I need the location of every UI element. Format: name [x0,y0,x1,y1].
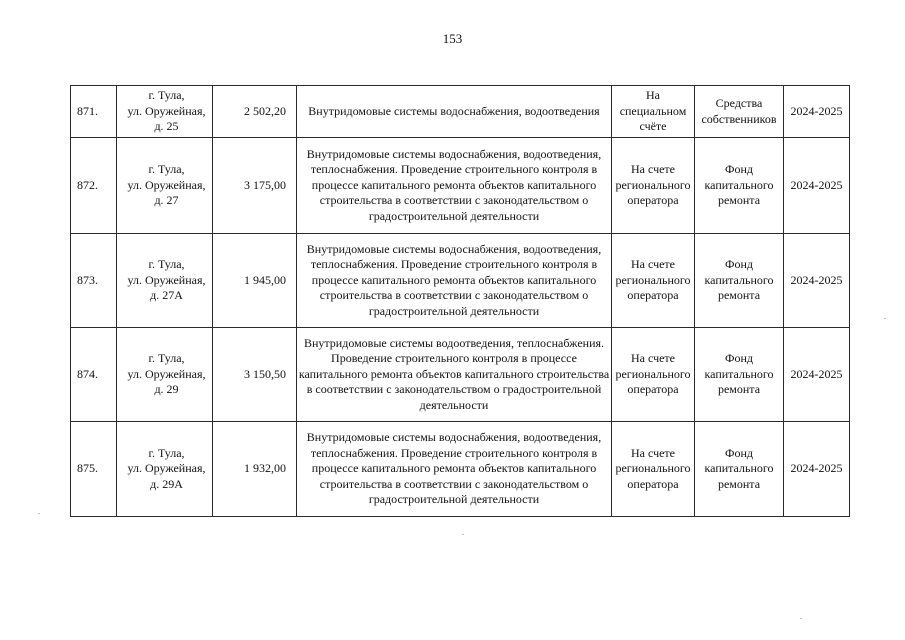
works-cell: Внутридомовые системы водоснабжения, водоотведения, теплоснабжения. Проведение строительного контроля в процессе капитального ремонта объектов капитального строительства в соответствии с законодательством о градостроительной деятельности [297,138,612,234]
address-city: г. Тула, [148,351,185,366]
row-number: 871. [71,86,117,138]
account-cell: На счете регионального оператора [612,328,695,422]
period-cell: 2024-2025 [784,138,850,234]
address-cell [117,422,213,517]
address-city: г. Тула, [148,257,185,272]
row-number: 872. [71,138,117,234]
scan-speck [462,534,464,535]
works-cell: Внутридомовые системы водоснабжения, водоотведения [297,86,612,138]
address-house: д. 29 [154,382,179,397]
period-cell: 2024-2025 [784,328,850,422]
table-row [71,328,850,422]
address-cell [117,328,213,422]
area-cell: 1 932,00 [213,422,297,517]
address-street: ул. Оружейная, [127,272,206,287]
address-street: ул. Оружейная, [127,461,206,476]
row-number: 874. [71,328,117,422]
area-cell: 3 150,50 [213,328,297,422]
address-city: г. Тула, [148,445,185,460]
table-row [71,234,850,328]
funding-cell: Фонд капитального ремонта [695,234,784,328]
table-row [71,422,850,517]
address-house: д. 27 [154,193,179,208]
table-row [71,86,850,138]
funding-cell: Фонд капитального ремонта [695,328,784,422]
period-cell: 2024-2025 [784,422,850,517]
address-street: ул. Оружейная, [127,177,206,192]
account-cell: На счете регионального оператора [612,422,695,517]
address-house: д. 29А [150,476,183,491]
address-house: д. 27А [150,288,183,303]
scan-speck [38,513,40,514]
works-cell: Внутридомовые системы водоснабжения, водоотведения, теплоснабжения. Проведение строительного контроля в процессе капитального ремонта объектов капитального строительства в соответствии с законодательством о градостроительной деятельности [297,234,612,328]
funding-cell: Фонд капитального ремонта [695,138,784,234]
page-number: 153 [442,31,463,46]
area-cell: 1 945,00 [213,234,297,328]
account-cell: На счете регионального оператора [612,234,695,328]
works-cell: Внутридомовые системы водоотведения, теплоснабжения. Проведение строительного контроля в процессе капитального ремонта объектов капитального строительства в соответствии с законодательством о градостроительной деятельности [297,328,612,422]
period-cell: 2024-2025 [784,86,850,138]
account-cell: На специальном счёте [612,86,695,138]
works-cell: Внутридомовые системы водоснабжения, водоотведения, теплоснабжения. Проведение строительного контроля в процессе капитального ремонта объектов капитального строительства в соответствии с законодательством о градостроительной деятельности [297,422,612,517]
area-cell: 3 175,00 [213,138,297,234]
address-city: г. Тула, [148,162,185,177]
address-street: ул. Оружейная, [127,366,206,381]
area-cell: 2 502,20 [213,86,297,138]
address-cell [117,86,213,138]
table-row [71,138,850,234]
row-number: 875. [71,422,117,517]
account-cell: На счете регионального оператора [612,138,695,234]
repair-program-table [70,85,850,517]
period-cell: 2024-2025 [784,234,850,328]
scan-speck [800,618,802,619]
funding-cell: Фонд капитального ремонта [695,422,784,517]
row-number: 873. [71,234,117,328]
address-cell [117,234,213,328]
address-city: г. Тула, [148,88,185,103]
scan-speck [884,318,886,319]
address-street: ул. Оружейная, [127,103,206,118]
address-house: д. 25 [154,119,179,134]
funding-cell: Средства собственников [695,86,784,138]
address-cell [117,138,213,234]
